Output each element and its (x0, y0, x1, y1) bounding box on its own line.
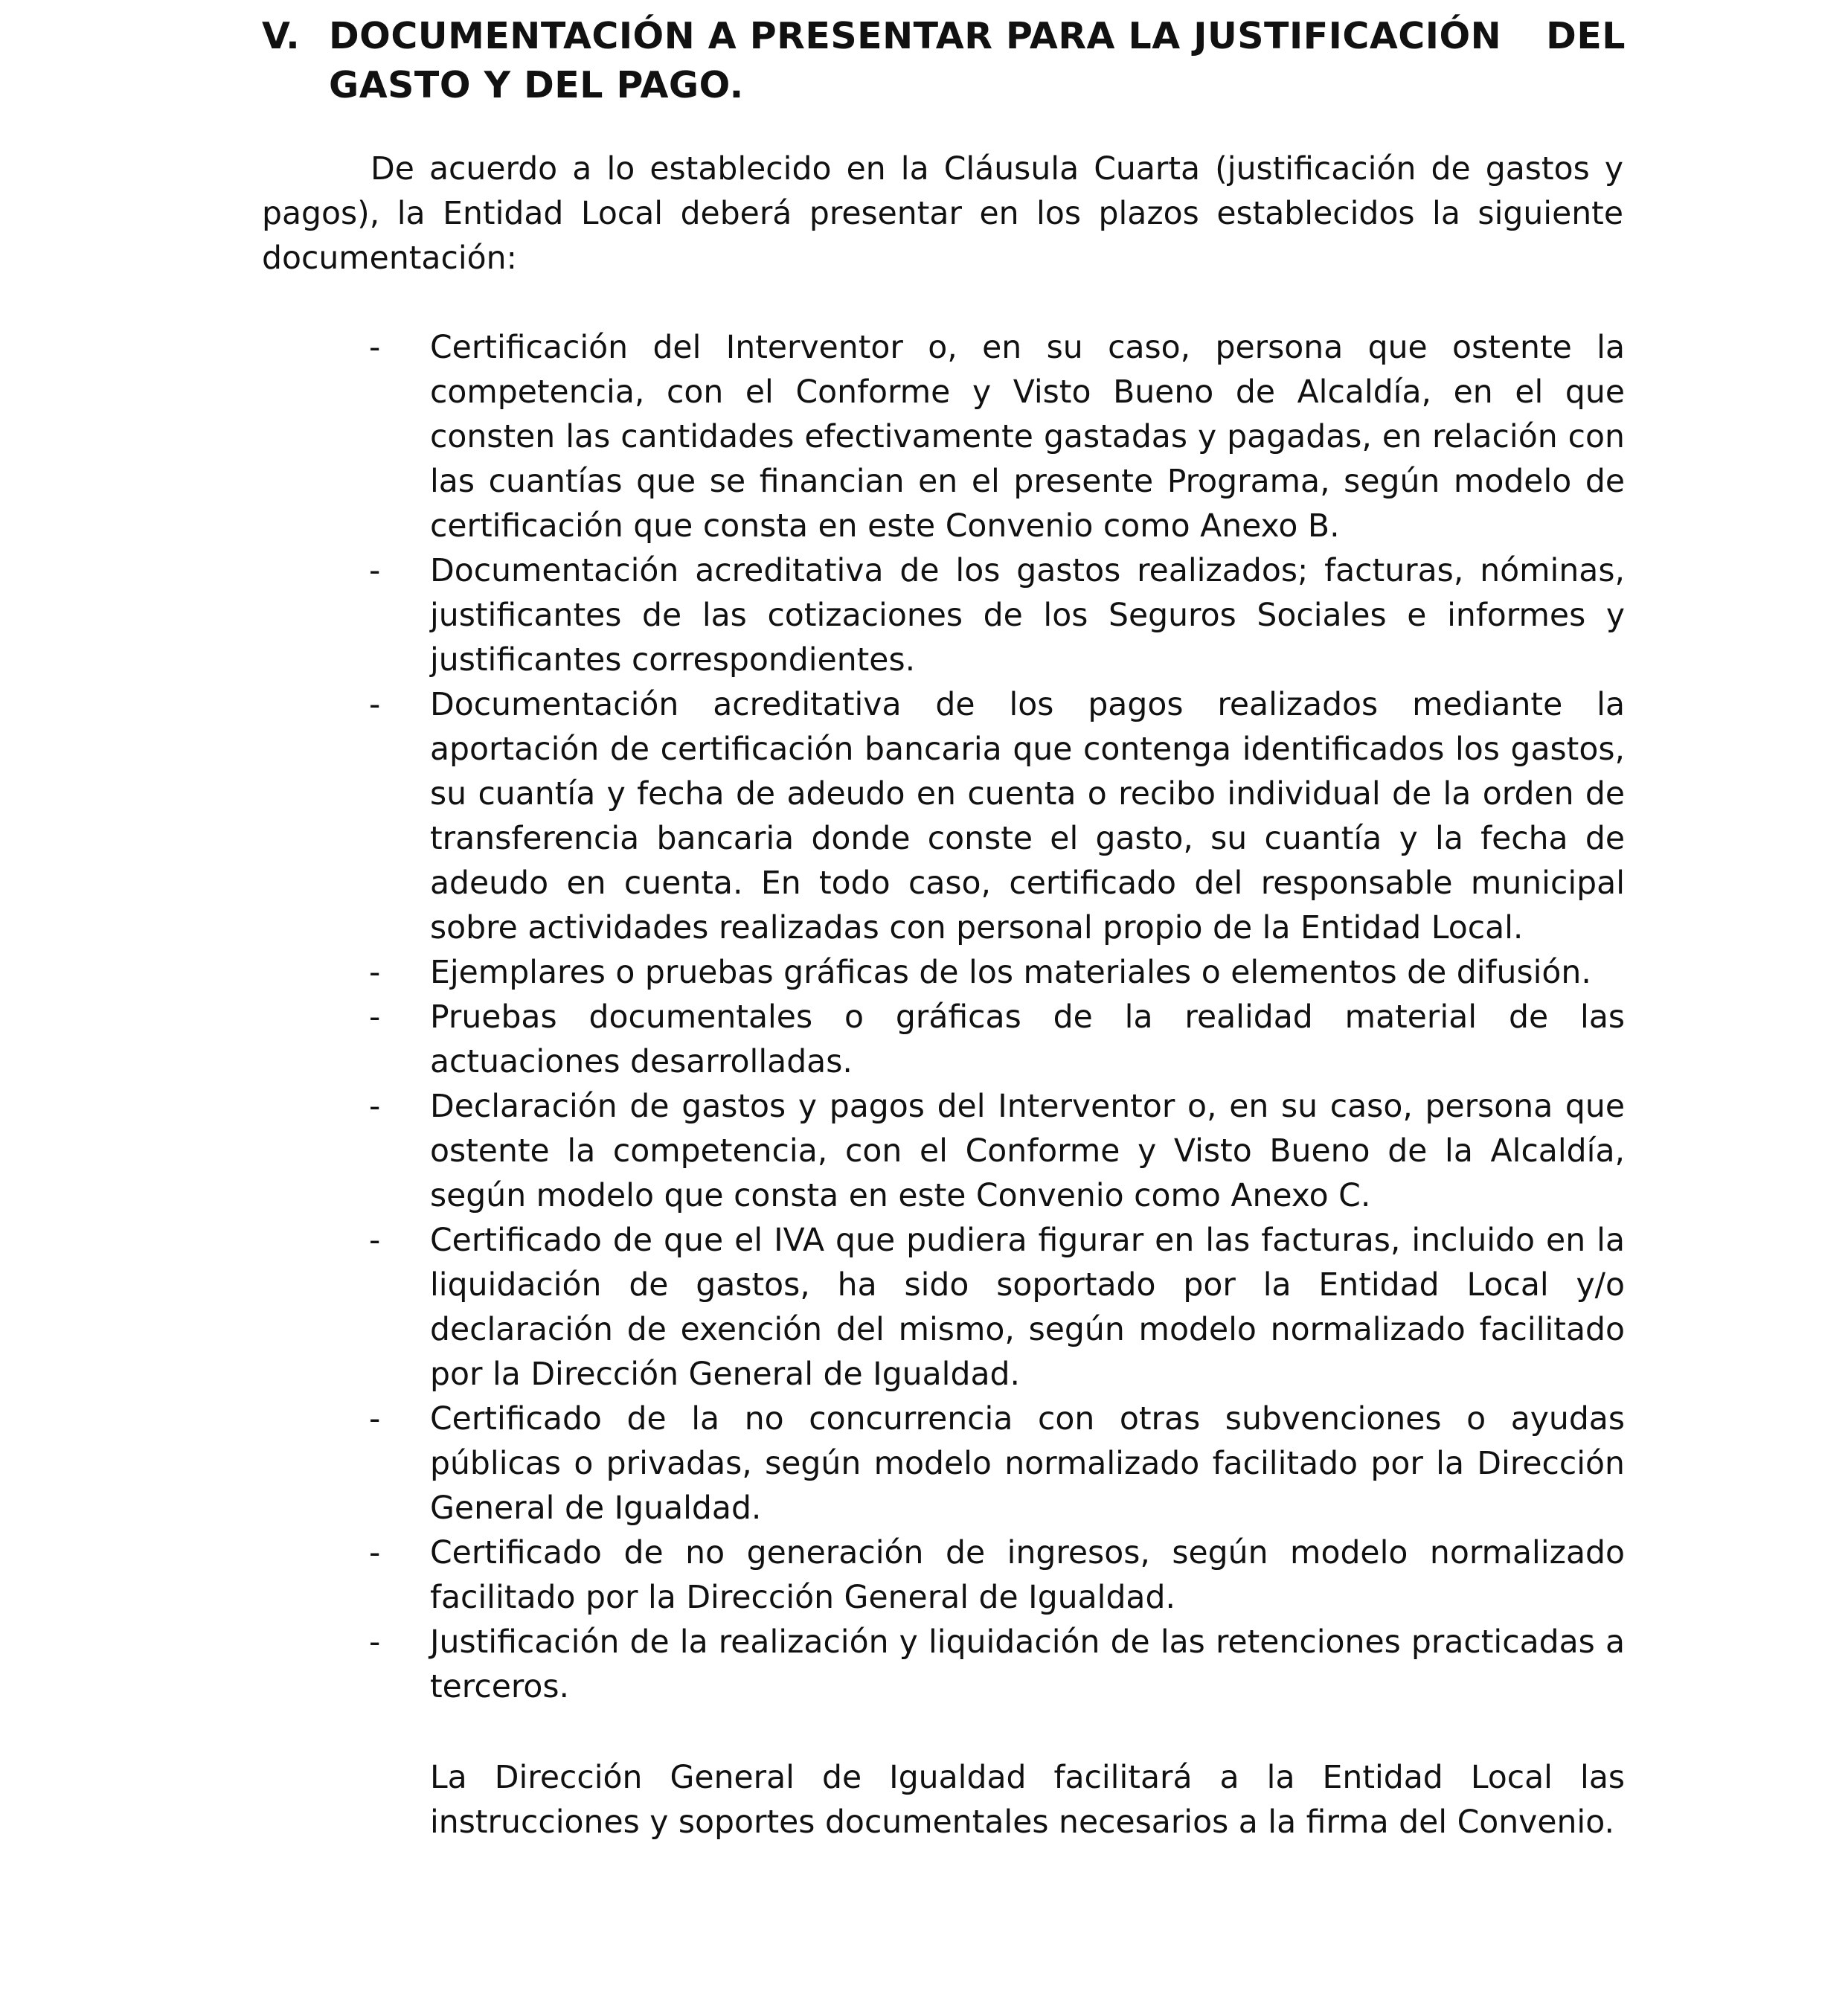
list-item-text: Justificación de la realización y liquidación de las retenciones practicadas a terceros. (430, 1624, 1625, 1705)
documentation-list (368, 326, 1625, 1710)
bullet-dash: - (369, 955, 381, 991)
bullet-dash: - (369, 1624, 381, 1661)
section-number: V. (262, 15, 301, 57)
closing-paragraph: La Dirección General de Igualdad facilitará a la Entidad Local las instrucciones y soportes documentales necesarios a la firma del Convenio. (430, 1760, 1625, 1841)
list-item (368, 683, 1625, 951)
list-item-text: Certificado de no generación de ingresos, según modelo normalizado facilitado por la Dirección General de Igualdad. (430, 1535, 1625, 1616)
list-item-text: Declaración de gastos y pagos del Interventor o, en su caso, persona que ostente la competencia, con el Conforme y Visto Bueno de la Alcaldía, según modelo que consta en este Convenio como Anexo C. (430, 1089, 1625, 1214)
list-item (368, 951, 1625, 996)
list-item-text: Certificación del Interventor o, en su caso, persona que ostente la competencia, con el Conforme y Visto Bueno de Alcaldía, en el que consten las cantidades efectivamente gastadas y pagadas, en relación con las cuantías que se financian en el presente Programa, según modelo de certificación que consta en este Convenio como Anexo B. (430, 330, 1625, 545)
list-item-text: Documentación acreditativa de los gastos realizados; facturas, nóminas, justificantes de las cotizaciones de los Seguros Sociales e informes y justificantes correspondientes. (430, 553, 1625, 679)
bullet-dash: - (369, 1222, 381, 1259)
list-item (368, 1085, 1625, 1219)
list-item (368, 1621, 1625, 1710)
bullet-dash: - (369, 1535, 381, 1571)
bullet-dash: - (369, 553, 381, 589)
bullet-dash: - (369, 1401, 381, 1437)
section-title-line-2: GASTO Y DEL PAGO. (329, 64, 744, 106)
section-title-line-1-tail: DEL (1546, 15, 1626, 57)
list-item-text: Pruebas documentales o gráficas de la realidad material de las actuaciones desarrolladas. (430, 999, 1625, 1080)
bullet-dash: - (369, 999, 381, 1036)
list-item-text: Documentación acreditativa de los pagos realizados mediante la aportación de certificación bancaria que contenga identificados los gastos, su cuantía y fecha de adeudo en cuenta o recibo individual de la orden de transferencia bancaria donde conste el gasto, su cuantía y la fecha de adeudo en cuenta. En todo caso, certificado del responsable municipal sobre actividades realizadas con personal propio de la Entidad Local. (430, 687, 1625, 946)
list-item-text: Certificado de que el IVA que pudiera figurar en las facturas, incluido en la liquidación de gastos, ha sido soportado por la Entidad Local y/o declaración de exención del mismo, según modelo normalizado facilitado por la Dirección General de Igualdad. (430, 1222, 1625, 1393)
list-item (368, 1397, 1625, 1531)
bullet-dash: - (369, 330, 381, 366)
bullet-dash: - (369, 1089, 381, 1125)
list-item-text: Certificado de la no concurrencia con otras subvenciones o ayudas públicas o privadas, según modelo normalizado facilitado por la Dirección General de Igualdad. (430, 1401, 1625, 1527)
list-item (368, 996, 1625, 1085)
section-heading (262, 12, 1631, 110)
list-item-text: Ejemplares o pruebas gráficas de los materiales o elementos de difusión. (430, 955, 1591, 991)
list-item (368, 1531, 1625, 1621)
list-item (368, 549, 1625, 683)
list-item (368, 1219, 1625, 1397)
intro-paragraph: De acuerdo a lo establecido en la Cláusula Cuarta (justificación de gastos y pagos), la Entidad Local deberá presentar en los plazos establecidos la siguiente documentación: (262, 151, 1623, 277)
bullet-dash: - (369, 687, 381, 723)
section-title-line-1: DOCUMENTACIÓN A PRESENTAR PARA LA JUSTIFICACIÓN (329, 15, 1502, 57)
list-item (368, 326, 1625, 549)
